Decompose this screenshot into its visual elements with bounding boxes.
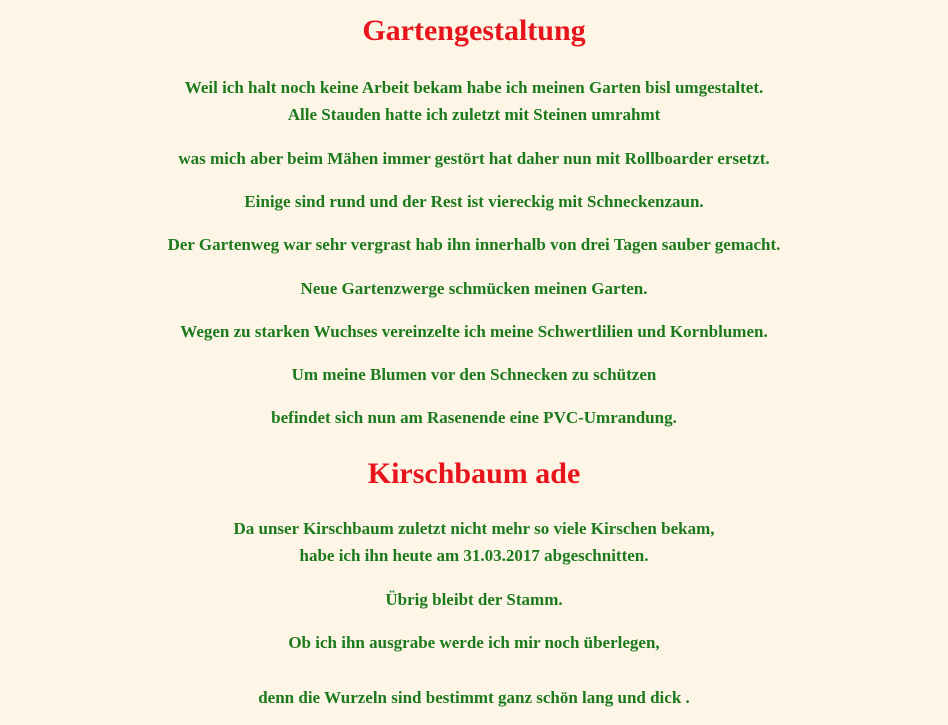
paragraph-line: Einige sind rund und der Rest ist viereckig mit Schneckenzaun. bbox=[244, 192, 704, 211]
paragraph-line: Da unser Kirschbaum zuletzt nicht mehr so viele Kirschen bekam, bbox=[233, 519, 715, 538]
paragraph-line: Wegen zu starken Wuchses vereinzelte ich meine Schwertlilien und Kornblumen. bbox=[180, 322, 768, 341]
paragraph-line: Ob ich ihn ausgrabe werde ich mir noch überlegen, bbox=[288, 633, 660, 652]
paragraph-line: Neue Gartenzwerge schmücken meinen Garten. bbox=[300, 279, 648, 298]
paragraph-line: denn die Wurzeln sind bestimmt ganz schön lang und dick . bbox=[258, 688, 690, 707]
section-title: Kirschbaum ade bbox=[367, 457, 581, 490]
page-title: Gartengestaltung bbox=[362, 14, 586, 47]
paragraph-line: Alle Stauden hatte ich zuletzt mit Steinen umrahmt bbox=[287, 105, 661, 124]
paragraph-line: Übrig bleibt der Stamm. bbox=[385, 590, 563, 609]
paragraph-line: Der Gartenweg war sehr vergrast hab ihn innerhalb von drei Tagen sauber gemacht. bbox=[167, 235, 781, 254]
paragraph-line: was mich aber beim Mähen immer gestört hat daher nun mit Rollboarder ersetzt. bbox=[178, 149, 770, 168]
paragraph-line: Weil ich halt noch keine Arbeit bekam habe ich meinen Garten bisl umgestaltet. bbox=[184, 78, 764, 97]
paragraph-line: habe ich ihn heute am 31.03.2017 abgeschnitten. bbox=[299, 546, 649, 565]
paragraph-line: Um meine Blumen vor den Schnecken zu schützen bbox=[291, 365, 657, 384]
paragraph-line: befindet sich nun am Rasenende eine PVC-Umrandung. bbox=[271, 408, 677, 427]
